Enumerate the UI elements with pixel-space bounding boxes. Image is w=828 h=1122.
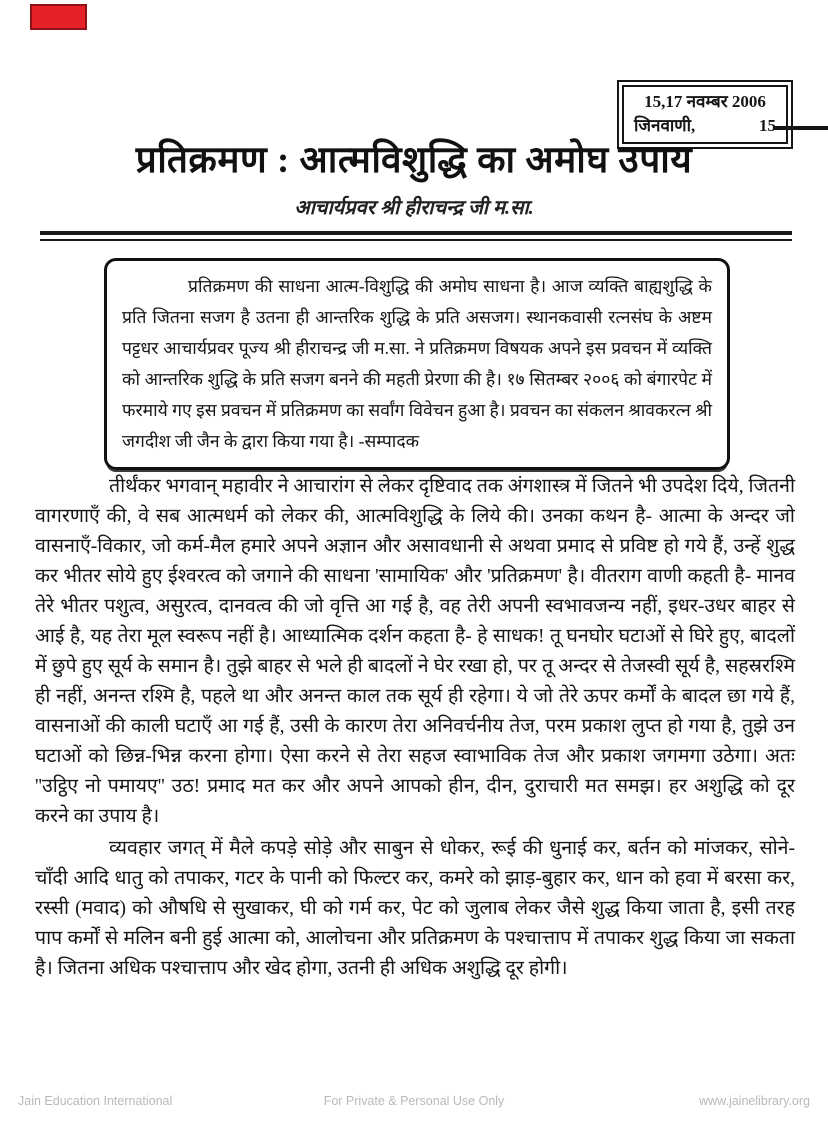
footer-center: For Private & Personal Use Only	[323, 1094, 505, 1108]
author-subtitle: आचार्यप्रवर श्री हीराचन्द्र जी म.सा.	[294, 197, 534, 219]
article-body	[35, 472, 795, 984]
editor-note-box	[104, 258, 730, 470]
journal-name: जिनवाणी,	[634, 116, 696, 135]
footer-right: www.jainelibrary.org	[699, 1094, 810, 1108]
editor-note-text: प्रतिक्रमण की साधना आत्म-विशुद्धि की अमोघ साधना है। आज व्यक्ति बाह्यशुद्धि के प्रति जितना सजग है उतना ही आन्तरिक शुद्धि के प्रति असजग। स्थानकवासी रत्नसंघ के अष्टम पट्टधर आचार्यप्रवर पूज्य श्री हीराचन्द्र जी म.सा. ने प्रतिक्रमण विषयक अपने इस प्रवचन में व्यक्ति को आन्तरिक शुद्धि के प्रति सजग बनने की महती प्रेरणा की है। १७ सितम्बर २००६ को बंगारपेट में फरमाये गए इस प्रवचन में प्रतिक्रमण का सर्वांग विवेचन हुआ है। प्रवचन का संकलन श्रावकरत्न श्री जगदीश जी जैन के द्वारा किया गया है। -सम्पादक	[122, 276, 712, 451]
footer-left: Jain Education International	[18, 1094, 173, 1108]
red-stamp	[30, 4, 87, 30]
body-paragraph-2: व्यवहार जगत् में मैले कपड़े सोड़े और साबुन से धोकर, रूई की धुनाई कर, बर्तन को मांजकर, सोने-चाँदी आदि धातु को तपाकर, गटर के पानी को फिल्टर कर, कमरे को झाड़-बुहार कर, धान को हवा में बरसा कर, रस्सी (मवाद) को औषधि से सुखाकर, घी को गर्म कर, पेट को जुलाब लेकर जैसे शुद्ध किया जाता है, इसी तरह पाप कर्मों से मलिन बनी हुई आत्मा को, आलोचना और प्रतिक्रमण के पश्चात्ताप में तपाकर शुद्ध किया जा सकता है। जितना अधिक पश्चात्ताप और खेद होगा, उतनी ही अधिक अशुद्धि दूर होगी।	[35, 838, 795, 979]
issue-date: 15,17 नवम्बर 2006	[644, 92, 766, 111]
page-title: प्रतिक्रमण : आत्मविशुद्धि का अमोघ उपाय	[135, 140, 693, 181]
title-divider	[40, 231, 792, 241]
body-paragraph-1: तीर्थंकर भगवान् महावीर ने आचारांग से लेकर दृष्टिवाद तक अंगशास्त्र में जितने भी उपदेश दिये, जितनी वागरणाएँ की, वे सब आत्मधर्म को लेकर की, आत्मविशुद्धि के लिये की। उनका कथन है- आत्मा के अन्दर जो वासनाएँ-विकार, जो कर्म-मैल हमारे अपने अज्ञान और असावधानी से अथवा प्रमाद से प्रविष्ट हो गये हैं, उन्हें शुद्ध कर भीतर सोये हुए ईश्वरत्व को जगाने की साधना 'सामायिक' और 'प्रतिक्रमण' है। वीतराग वाणी कहती है- मानव तेरे भीतर पशुत्व, असुरत्व, दानवत्व की जो वृत्ति आ गई है, वह तेरी अपनी स्वभावजन्य नहीं, इधर-उधर बाहर से आई है, यह तेरा मूल स्वरूप नहीं है। आध्यात्मिक दर्शन कहता है- हे साधक! तू घनघोर घटाओं से घिरे हुए, बादलों में छुपे हुए सूर्य के समान है। तुझे बाहर से भले ही बादलों ने घेर रखा हो, पर तू अन्दर से तेजस्वी सूर्य है, सहस्ररश्मि ही नहीं, अनन्त रश्मि है, पहले था और अनन्त काल तक सूर्य ही रहेगा। ये जो तेरे ऊपर कर्मों के बादल छा गये हैं, वासनाओं की काली घटाएँ आ गई हैं, उसी के कारण तेरा अनिवर्चनीय तेज, परम प्रकाश लुप्त हो गया है, तुझे उन घटाओं को छिन्न-भिन्न करना होगा। ऐसा करने से तेरा सहज स्वाभाविक तेज और प्रकाश जगमगा उठेगा। अतः ''उट्ठिए नो पमायए'' उठ! प्रमाद मत कर और अपने आपको हीन, दीन, दुराचारी मत समझ। हर अशुद्धि को दूर करने का उपाय है।	[35, 476, 795, 827]
journal-page-number: 15	[759, 116, 776, 135]
